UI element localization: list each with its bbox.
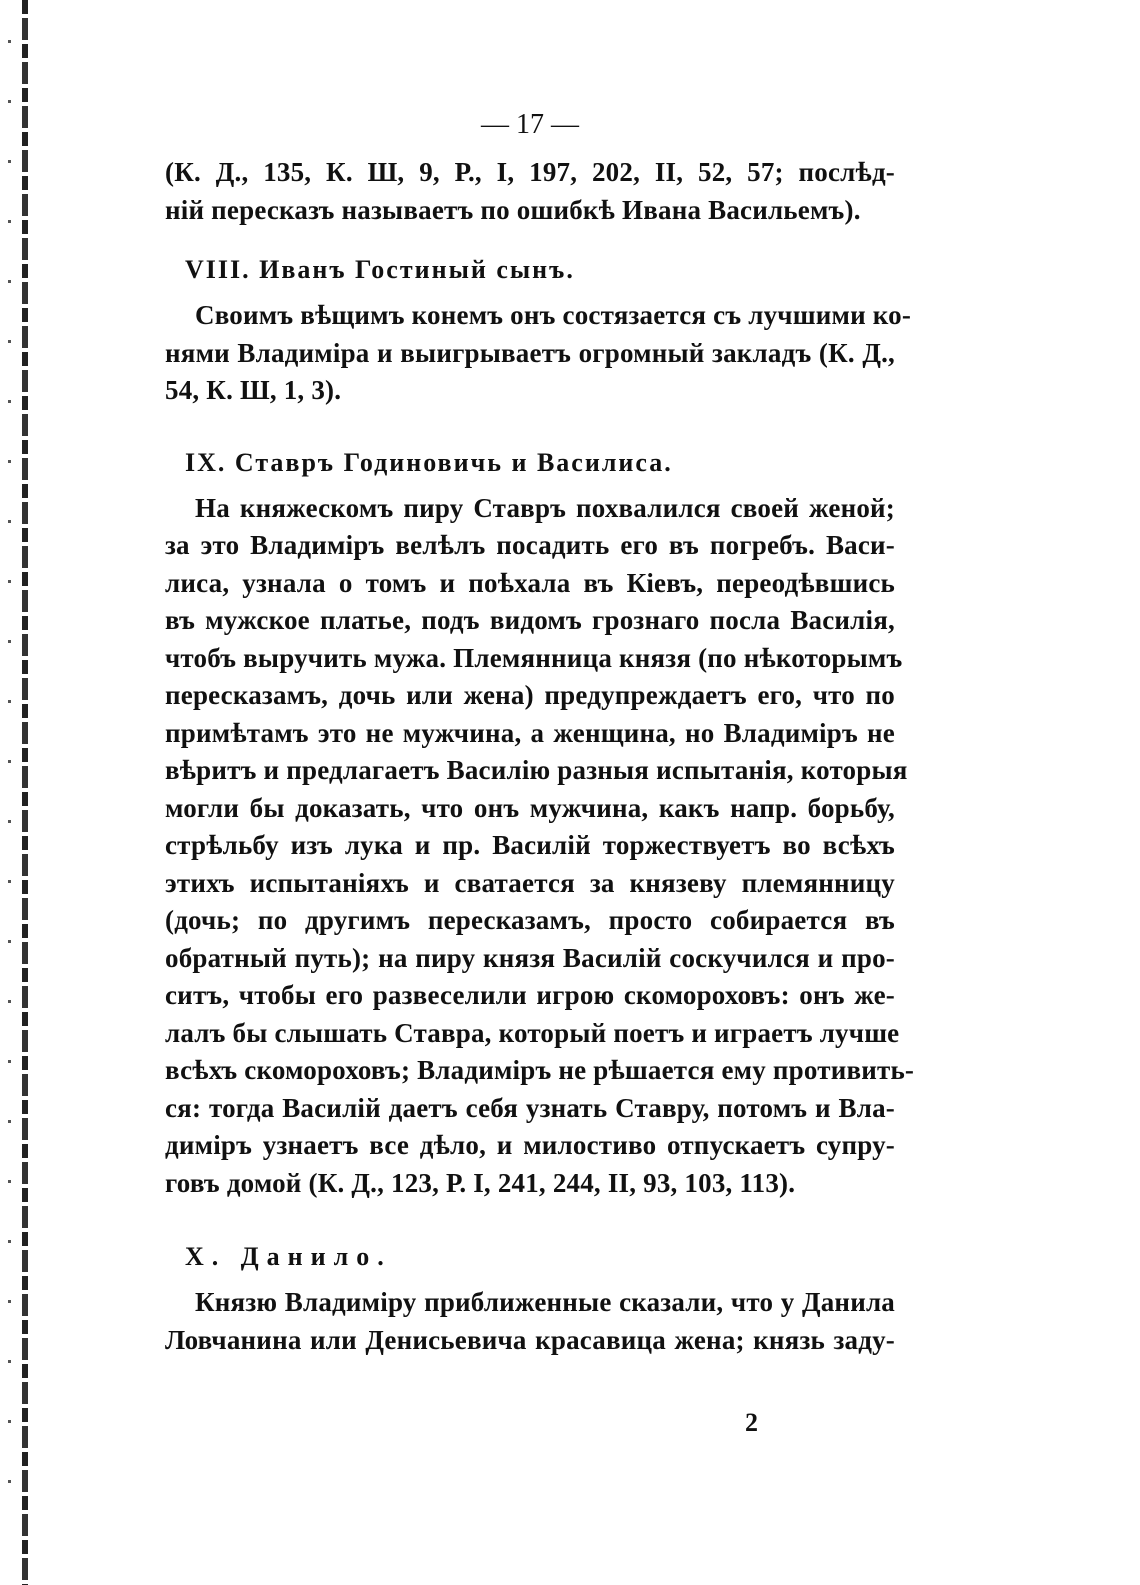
text-line: На княжескомъ пиру Ставръ похвалился своей женой;	[195, 492, 895, 523]
reference-paragraph	[165, 154, 895, 229]
text-line: (дочь; по другимъ пересказамъ, просто собирается въ	[165, 905, 895, 935]
text-line: Ловчанина или Денисьевича красавица жена; князь заду-	[165, 1324, 895, 1355]
text-line: въ мужское платье, подъ видомъ грознаго посла Василiя,	[165, 605, 895, 635]
binding-specks	[8, 40, 11, 1540]
text-line: ся: тогда Василiй даетъ себя узнать Ставру, потомъ и Вла-	[165, 1092, 895, 1123]
text-line: за это Владимiръ велѣлъ посадить его въ погребъ. Васи-	[165, 530, 895, 560]
text-line: говъ домой (К. Д., 123, Р. I, 241, 244, II, 93, 103, 113).	[165, 1167, 796, 1198]
text-line: обратный путь); на пиру князя Василiй соскучился и про-	[165, 942, 895, 973]
signature-mark: 2	[745, 1408, 758, 1437]
text-line: лиса, узнала о томъ и поѣхала въ Кiевъ, переодѣвшись	[165, 567, 895, 598]
text-line: всѣхъ скомороховъ; Владимiръ не рѣшается ему противить-	[165, 1055, 915, 1085]
text-line: нями Владимiра и выигрываетъ огромный закладъ (К. Д.,	[165, 337, 895, 368]
text-line: лалъ бы слышать Ставра, который поетъ и играетъ лучше	[165, 1017, 900, 1048]
text-line: 54, К. Ш, 1, 3).	[165, 375, 342, 405]
text-line: Своимъ вѣщимъ конемъ онъ состязается съ лучшими ко-	[195, 300, 912, 330]
text-line: ситъ, чтобы его развеселили игрою скомороховъ: онъ же-	[165, 980, 895, 1010]
page-body	[165, 100, 915, 1359]
section-x-paragraph	[165, 1284, 895, 1359]
text-line: нiй пересказъ называетъ по ошибкѣ Ивана Васильемъ).	[165, 194, 861, 225]
text-line: стрѣльбу изъ лука и пр. Василiй торжествуетъ во всѣхъ	[165, 830, 895, 860]
text-line: (К. Д., 135, К. Ш, 9, Р., I, 197, 202, II, 52, 57; послѣд-	[165, 157, 895, 187]
section-heading-ix: IX. Ставръ Годиновичь и Василиса.	[185, 447, 673, 477]
book-binding-edge	[22, 0, 28, 1585]
text-line: этихъ испытанiяхъ и сватается за князеву племянницу	[165, 867, 895, 898]
page-number: — 17 —	[481, 109, 579, 140]
text-line: димiръ узнаетъ все дѣло, и милостиво отпускаетъ супру-	[165, 1130, 895, 1160]
text-line: Князю Владимiру приближенные сказали, что у Данила	[195, 1287, 895, 1317]
text-line: чтобъ выручить мужа. Племянница князя (по нѣкоторымъ	[165, 642, 903, 673]
section-heading-x: X. Данило.	[185, 1242, 392, 1271]
section-ix-paragraph	[165, 490, 915, 1203]
text-line: примѣтамъ это не мужчина, а женщина, но Владимiръ не	[165, 717, 895, 748]
text-line: вѣритъ и предлагаетъ Василiю разныя испытанiя, которыя	[165, 755, 908, 785]
section-heading-viii: VIII. Иванъ Гостиный сынъ.	[185, 255, 575, 284]
section-viii-paragraph	[165, 297, 912, 410]
text-line: могли бы доказать, что онъ мужчина, какъ напр. борьбу,	[165, 792, 895, 823]
text-line: пересказамъ, дочь или жена) предупреждаетъ его, что по	[165, 680, 895, 710]
